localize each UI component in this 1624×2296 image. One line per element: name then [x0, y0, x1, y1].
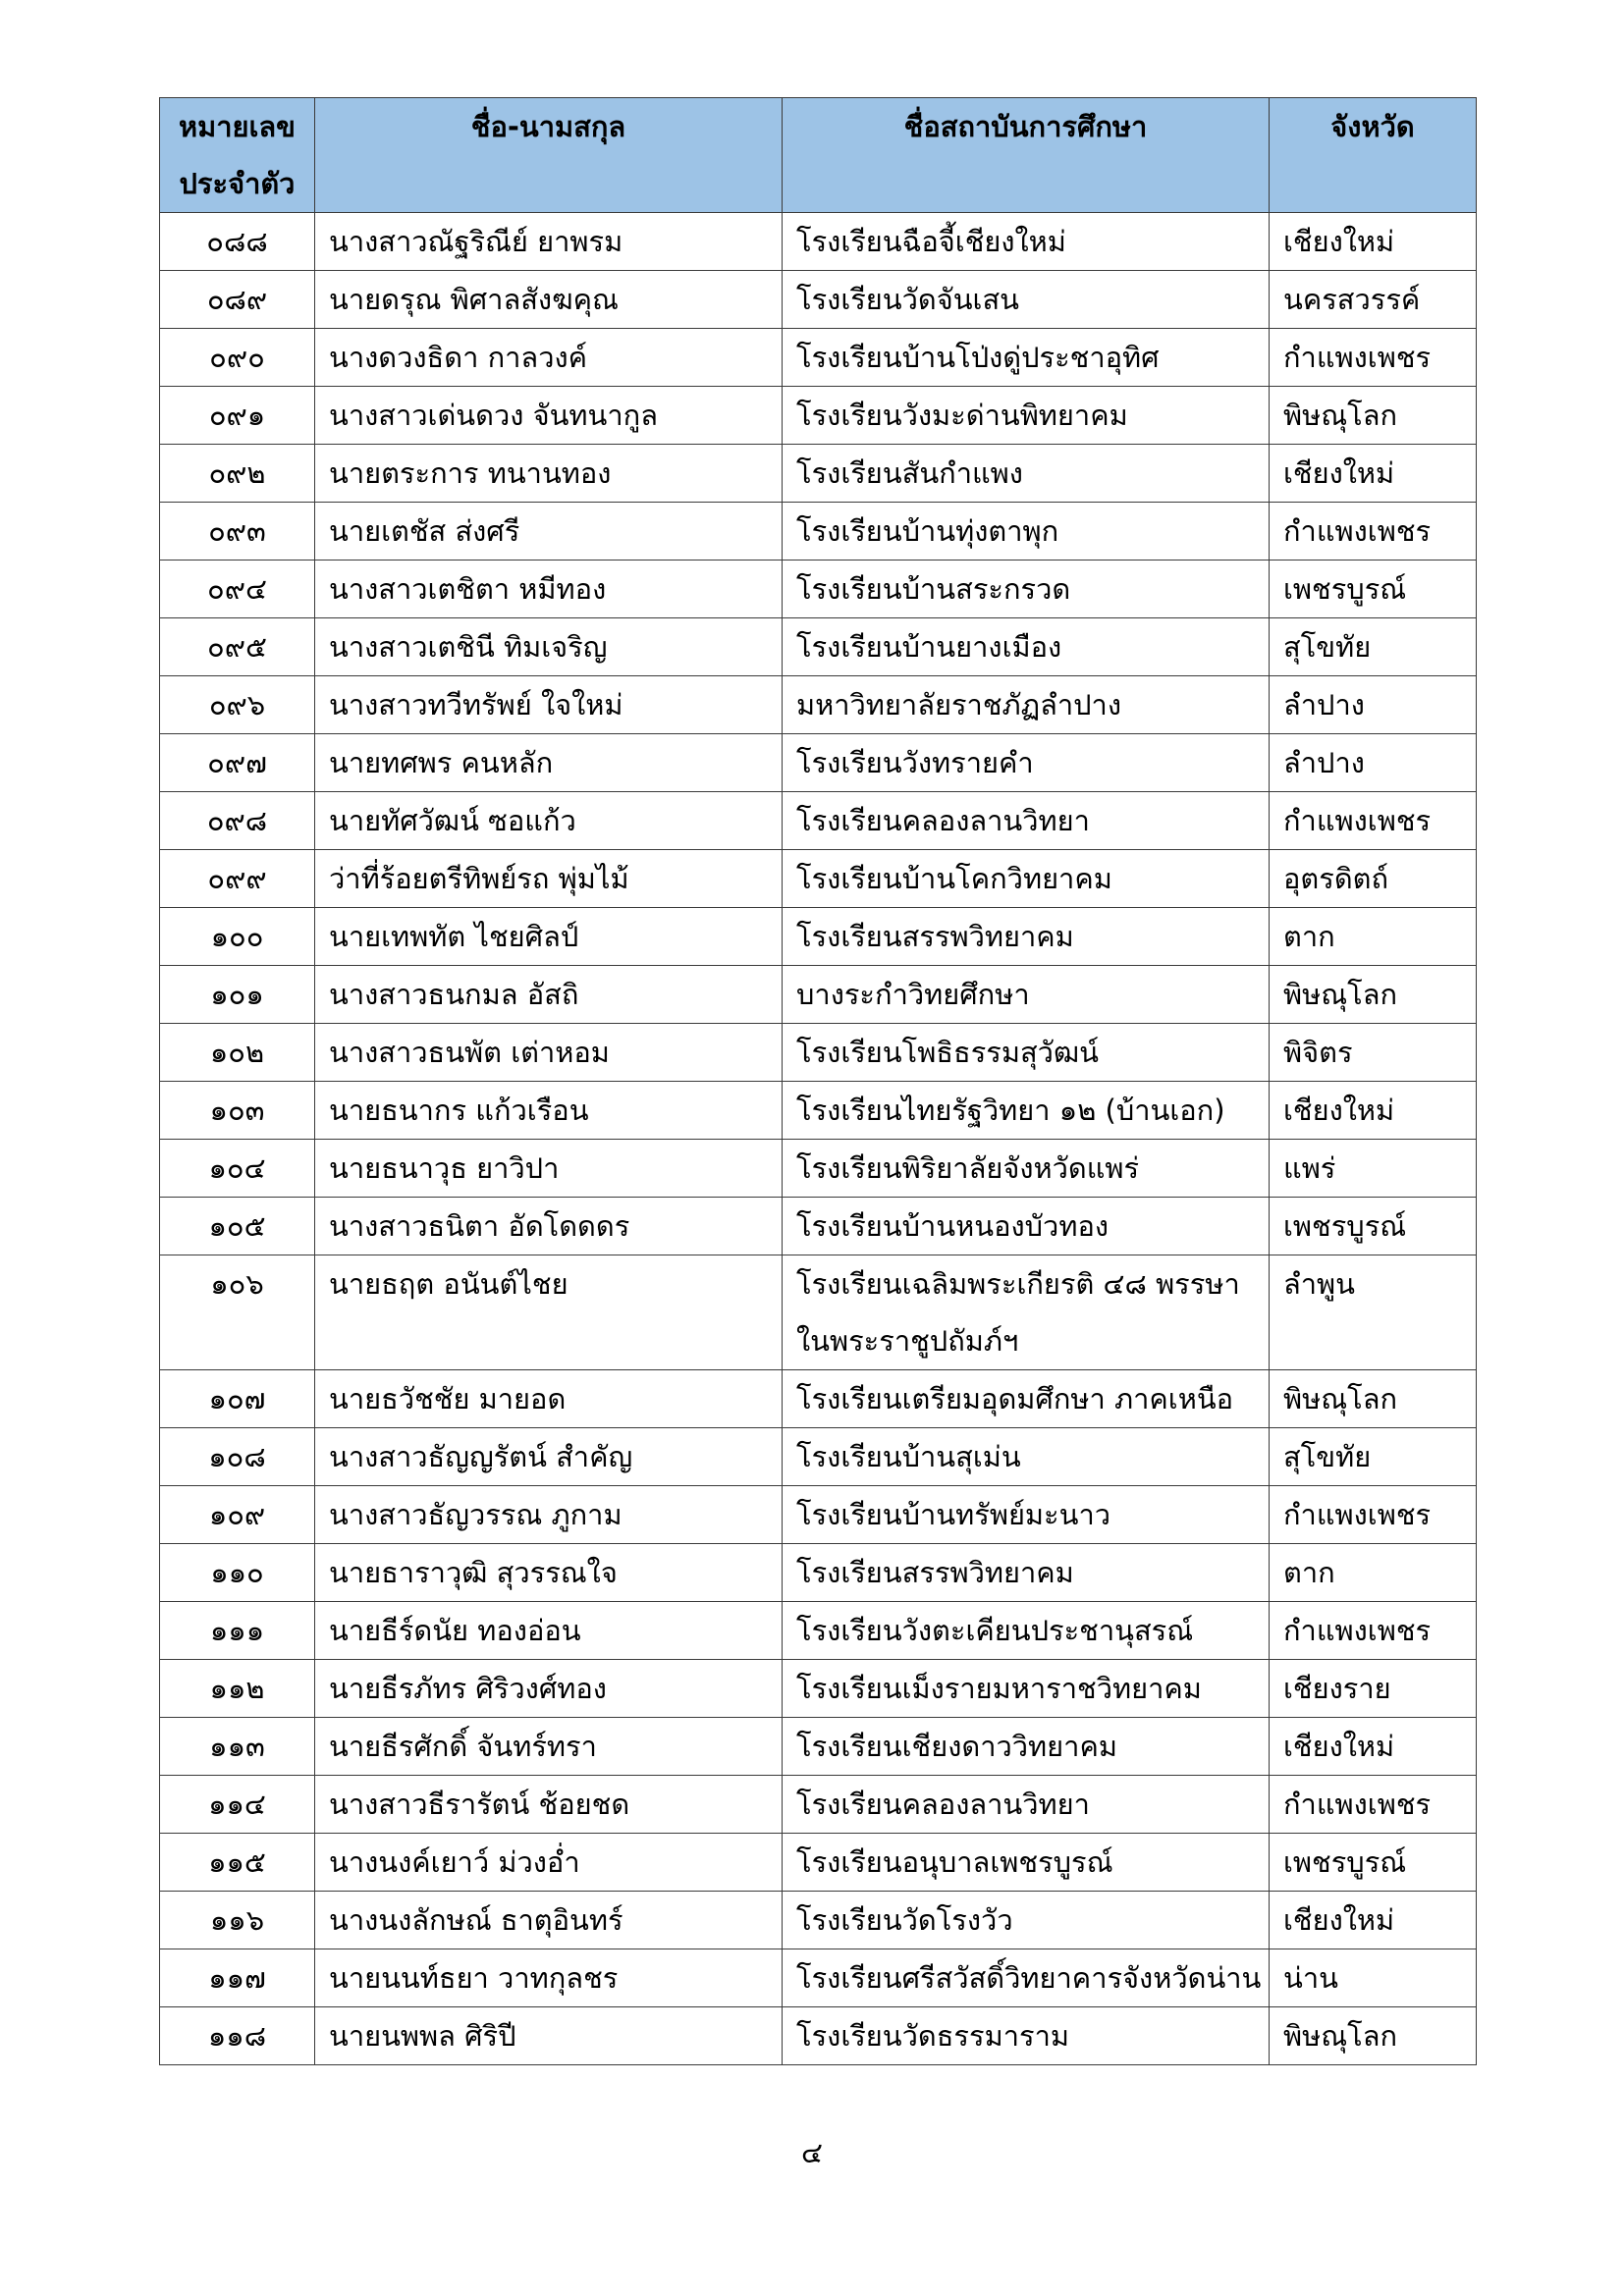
cell-name: นางนงค์เยาว์ ม่วงอ่ำ — [315, 1834, 783, 1892]
cell-name: นางนงลักษณ์ ธาตุอินทร์ — [315, 1892, 783, 1949]
cell-school-line1: โรงเรียนเฉลิมพระเกียรติ ๔๘ พรรษา — [796, 1267, 1240, 1301]
cell-school: โรงเรียนวัดธรรมาราม — [783, 2007, 1270, 2065]
table-row — [160, 676, 1477, 734]
cell-school: โรงเรียนบ้านโป่งดู่ประชาอุทิศ — [783, 329, 1270, 387]
cell-name: นางสาวณัฐริณีย์ ยาพรม — [315, 213, 783, 271]
table-row — [160, 1140, 1477, 1198]
table-row — [160, 850, 1477, 908]
cell-id: ๐๙๙ — [160, 850, 315, 908]
cell-id: ๐๙๔ — [160, 561, 315, 618]
cell-school: โรงเรียนคลองลานวิทยา — [783, 1776, 1270, 1834]
cell-school: โรงเรียนวัดจันเสน — [783, 271, 1270, 329]
cell-id: ๑๐๕ — [160, 1198, 315, 1255]
cell-province: พิษณุโลก — [1270, 966, 1477, 1024]
cell-name: นางสาวธีรารัตน์ ช้อยชด — [315, 1776, 783, 1834]
cell-school: โรงเรียนสรรพวิทยาคม — [783, 1544, 1270, 1602]
cell-name: นางสาวธัญญรัตน์ สำคัญ — [315, 1428, 783, 1486]
cell-province: ลำปาง — [1270, 734, 1477, 792]
cell-id: ๐๙๑ — [160, 387, 315, 445]
cell-school: โรงเรียนบ้านทุ่งตาพุก — [783, 503, 1270, 561]
cell-province: เชียงใหม่ — [1270, 1082, 1477, 1140]
cell-province: ลำปาง — [1270, 676, 1477, 734]
table-row — [160, 908, 1477, 966]
cell-school: โรงเรียนบ้านทรัพย์มะนาว — [783, 1486, 1270, 1544]
table-row — [160, 1486, 1477, 1544]
cell-id: ๑๐๔ — [160, 1140, 315, 1198]
cell-school: โรงเรียนวังทรายคำ — [783, 734, 1270, 792]
cell-school: โรงเรียนพิริยาลัยจังหวัดแพร่ — [783, 1140, 1270, 1198]
cell-id: ๑๐๒ — [160, 1024, 315, 1082]
cell-name: นายทศพร คนหลัก — [315, 734, 783, 792]
cell-name: นางสาวเตชิตา หมีทอง — [315, 561, 783, 618]
cell-province: กำแพงเพชร — [1270, 792, 1477, 850]
cell-id: ๑๑๗ — [160, 1949, 315, 2007]
roster-table — [159, 97, 1477, 2065]
cell-province: กำแพงเพชร — [1270, 1776, 1477, 1834]
cell-province: กำแพงเพชร — [1270, 1602, 1477, 1660]
cell-school: บางระกำวิทยศึกษา — [783, 966, 1270, 1024]
cell-id: ๑๑๒ — [160, 1660, 315, 1718]
cell-school: โรงเรียนวังตะเคียนประชานุสรณ์ — [783, 1602, 1270, 1660]
cell-province: กำแพงเพชร — [1270, 329, 1477, 387]
cell-province: เพชรบูรณ์ — [1270, 561, 1477, 618]
cell-school: โรงเรียนคลองลานวิทยา — [783, 792, 1270, 850]
cell-province: เพชรบูรณ์ — [1270, 1834, 1477, 1892]
cell-id: ๑๑๖ — [160, 1892, 315, 1949]
table-row — [160, 503, 1477, 561]
cell-province: นครสวรรค์ — [1270, 271, 1477, 329]
cell-name: นายตระการ ทนานทอง — [315, 445, 783, 503]
header-id-line2: ประจำตัว — [179, 167, 296, 200]
cell-province: เชียงใหม่ — [1270, 445, 1477, 503]
cell-school: โรงเรียนฉือจี้เชียงใหม่ — [783, 213, 1270, 271]
cell-school: โรงเรียนบ้านหนองบัวทอง — [783, 1198, 1270, 1255]
cell-province: เชียงใหม่ — [1270, 1718, 1477, 1776]
cell-id: ๑๐๖ — [160, 1255, 315, 1370]
cell-school — [783, 1255, 1270, 1370]
table-row — [160, 1776, 1477, 1834]
cell-province: เชียงราย — [1270, 1660, 1477, 1718]
cell-name: นางดวงธิดา กาลวงค์ — [315, 329, 783, 387]
cell-province: พิษณุโลก — [1270, 2007, 1477, 2065]
table-row — [160, 2007, 1477, 2065]
cell-id: ๑๐๗ — [160, 1370, 315, 1428]
cell-school: โรงเรียนบ้านยางเมือง — [783, 618, 1270, 676]
cell-name: นายธฤต อนันต์ไชย — [315, 1255, 783, 1370]
cell-id: ๐๙๖ — [160, 676, 315, 734]
cell-school: โรงเรียนไทยรัฐวิทยา ๑๒ (บ้านเอก) — [783, 1082, 1270, 1140]
cell-province: พิษณุโลก — [1270, 387, 1477, 445]
cell-school: โรงเรียนบ้านโคกวิทยาคม — [783, 850, 1270, 908]
cell-id: ๐๘๙ — [160, 271, 315, 329]
table-row — [160, 1428, 1477, 1486]
cell-name: นายธีรภัทร ศิริวงศ์ทอง — [315, 1660, 783, 1718]
table-row — [160, 1082, 1477, 1140]
cell-province: เพชรบูรณ์ — [1270, 1198, 1477, 1255]
cell-name: นายธนาวุธ ยาวิปา — [315, 1140, 783, 1198]
table-row — [160, 213, 1477, 271]
cell-id: ๑๑๓ — [160, 1718, 315, 1776]
cell-id: ๐๙๐ — [160, 329, 315, 387]
page-number: ๔ — [801, 2136, 823, 2169]
cell-name: นายธีรศักดิ์ จันทร์ทรา — [315, 1718, 783, 1776]
header-name: ชื่อ-นามสกุล — [315, 98, 783, 213]
cell-province: เชียงใหม่ — [1270, 213, 1477, 271]
cell-school: โรงเรียนบ้านสุเม่น — [783, 1428, 1270, 1486]
cell-id: ๐๙๒ — [160, 445, 315, 503]
table-row — [160, 1949, 1477, 2007]
table-row — [160, 561, 1477, 618]
cell-school: โรงเรียนศรีสวัสดิ์วิทยาคารจังหวัดน่าน — [783, 1949, 1270, 2007]
table-row — [160, 387, 1477, 445]
cell-school: โรงเรียนวังมะด่านพิทยาคม — [783, 387, 1270, 445]
table-row — [160, 445, 1477, 503]
cell-name: นายดรุณ พิศาลสังฆคุณ — [315, 271, 783, 329]
cell-name: นายธวัชชัย มายอด — [315, 1370, 783, 1428]
table-row — [160, 329, 1477, 387]
cell-name: นายทัศวัฒน์ ซอแก้ว — [315, 792, 783, 850]
cell-id: ๐๙๘ — [160, 792, 315, 850]
cell-name: นายเทพทัต ไชยศิลป์ — [315, 908, 783, 966]
cell-name: นางสาวเด่นดวง จันทนากูล — [315, 387, 783, 445]
table-row — [160, 966, 1477, 1024]
table-row — [160, 1370, 1477, 1428]
table-row — [160, 1660, 1477, 1718]
cell-name: นางสาวธัญวรรณ ภูกาม — [315, 1486, 783, 1544]
cell-name: นางสาวธนพัต เต่าหอม — [315, 1024, 783, 1082]
cell-name: นายธาราวุฒิ สุวรรณใจ — [315, 1544, 783, 1602]
cell-name: ว่าที่ร้อยตรีทิพย์รถ พุ่มไม้ — [315, 850, 783, 908]
cell-school: โรงเรียนเชียงดาววิทยาคม — [783, 1718, 1270, 1776]
cell-id: ๐๘๘ — [160, 213, 315, 271]
table-row — [160, 1892, 1477, 1949]
cell-school: โรงเรียนอนุบาลเพชรบูรณ์ — [783, 1834, 1270, 1892]
cell-province: แพร่ — [1270, 1140, 1477, 1198]
cell-id: ๑๐๘ — [160, 1428, 315, 1486]
cell-name: นายนนท์ธยา วาทกุลชร — [315, 1949, 783, 2007]
table-row — [160, 271, 1477, 329]
table-row — [160, 1834, 1477, 1892]
cell-id: ๑๑๐ — [160, 1544, 315, 1602]
cell-school: โรงเรียนบ้านสระกรวด — [783, 561, 1270, 618]
cell-name: นางสาวเตชินี ทิมเจริญ — [315, 618, 783, 676]
table-row — [160, 792, 1477, 850]
cell-id: ๐๙๗ — [160, 734, 315, 792]
cell-school: โรงเรียนเตรียมอุดมศึกษา ภาคเหนือ — [783, 1370, 1270, 1428]
cell-school-line2: ในพระราชูปถัมภ์ฯ — [796, 1324, 1019, 1358]
cell-province: สุโขทัย — [1270, 1428, 1477, 1486]
header-row — [160, 98, 1477, 213]
cell-school: โรงเรียนสันกำแพง — [783, 445, 1270, 503]
cell-id: ๑๑๕ — [160, 1834, 315, 1892]
table-row — [160, 1024, 1477, 1082]
cell-id: ๑๑๑ — [160, 1602, 315, 1660]
cell-name: นายธนากร แก้วเรือน — [315, 1082, 783, 1140]
cell-province: เชียงใหม่ — [1270, 1892, 1477, 1949]
table-row — [160, 1718, 1477, 1776]
cell-id: ๑๐๓ — [160, 1082, 315, 1140]
table-row — [160, 618, 1477, 676]
cell-id: ๑๐๑ — [160, 966, 315, 1024]
cell-province: สุโขทัย — [1270, 618, 1477, 676]
cell-school: โรงเรียนเม็งรายมหาราชวิทยาคม — [783, 1660, 1270, 1718]
table-header — [160, 98, 1477, 213]
cell-name: นางสาวธนิตา อัดโดดดร — [315, 1198, 783, 1255]
cell-school: โรงเรียนสรรพวิทยาคม — [783, 908, 1270, 966]
header-school: ชื่อสถาบันการศึกษา — [783, 98, 1270, 213]
cell-province: ตาก — [1270, 908, 1477, 966]
cell-name: นายนพพล ศิริปี — [315, 2007, 783, 2065]
cell-province: พิษณุโลก — [1270, 1370, 1477, 1428]
cell-name: นางสาวทวีทรัพย์ ใจใหม่ — [315, 676, 783, 734]
cell-school: โรงเรียนวัดโรงวัว — [783, 1892, 1270, 1949]
cell-province: กำแพงเพชร — [1270, 503, 1477, 561]
table-row — [160, 1602, 1477, 1660]
cell-id: ๑๑๔ — [160, 1776, 315, 1834]
cell-province: พิจิตร — [1270, 1024, 1477, 1082]
header-id — [160, 98, 315, 213]
table-row — [160, 1198, 1477, 1255]
cell-id: ๑๑๘ — [160, 2007, 315, 2065]
table-row — [160, 1255, 1477, 1370]
cell-id: ๑๐๙ — [160, 1486, 315, 1544]
cell-province: ลำพูน — [1270, 1255, 1477, 1370]
cell-name: นางสาวธนกมล อัสถิ — [315, 966, 783, 1024]
cell-name: นายธีร์ดนัย ทองอ่อน — [315, 1602, 783, 1660]
cell-school: มหาวิทยาลัยราชภัฏลำปาง — [783, 676, 1270, 734]
cell-name: นายเตชัส ส่งศรี — [315, 503, 783, 561]
cell-id: ๐๙๕ — [160, 618, 315, 676]
cell-province: ตาก — [1270, 1544, 1477, 1602]
cell-province: น่าน — [1270, 1949, 1477, 2007]
cell-id: ๐๙๓ — [160, 503, 315, 561]
cell-id: ๑๐๐ — [160, 908, 315, 966]
table-row — [160, 1544, 1477, 1602]
header-province: จังหวัด — [1270, 98, 1477, 213]
cell-province: อุตรดิตถ์ — [1270, 850, 1477, 908]
header-id-line1: หมายเลข — [178, 110, 297, 143]
table-body — [160, 213, 1477, 2065]
table-row — [160, 734, 1477, 792]
cell-school: โรงเรียนโพธิธรรมสุวัฒน์ — [783, 1024, 1270, 1082]
cell-province: กำแพงเพชร — [1270, 1486, 1477, 1544]
